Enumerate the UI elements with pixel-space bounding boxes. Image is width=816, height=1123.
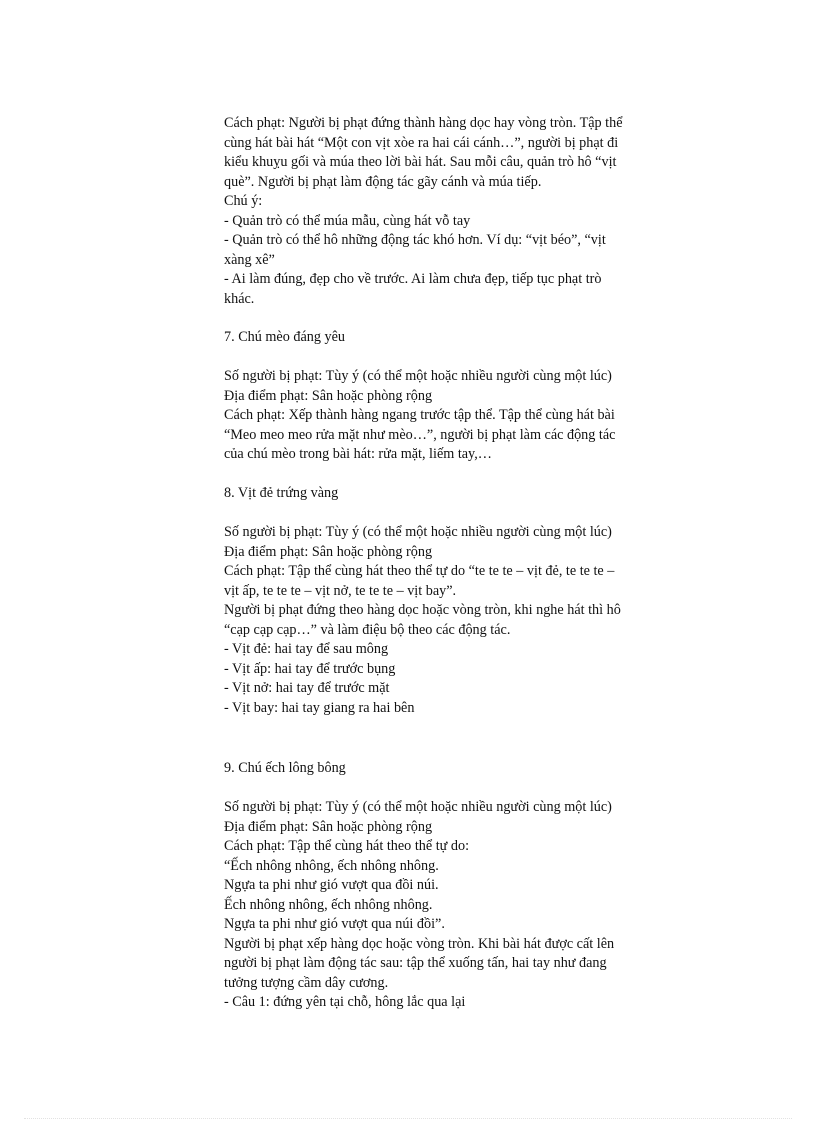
text-line: Ếch nhông nhông, ếch nhông nhông.	[224, 896, 433, 913]
text-line: Số người bị phạt: Tùy ý (có thể một hoặc nhiều người cùng một lúc)	[224, 799, 612, 815]
section-7-body	[224, 367, 684, 465]
text-line: tưởng tượng cầm dây cương.	[224, 974, 389, 991]
text-line: vịt ấp, te te te – vịt nở, te te te – vịt bay”.	[224, 582, 457, 599]
section-8-body	[224, 523, 684, 718]
text-line: - Câu 1: đứng yên tại chỗ, hông lắc qua lại	[224, 994, 466, 1010]
text-line: “Ếch nhông nhông, ếch nhông nhông.	[224, 857, 439, 874]
section-heading: 8. Vịt đẻ trứng vàng	[224, 485, 339, 501]
text-line: Cách phạt: Tập thể cùng hát theo thể tự do “te te te – vịt đẻ, te te te –	[224, 563, 615, 579]
text-line: Địa điểm phạt: Sân hoặc phòng rộng	[224, 818, 433, 835]
text-line: xàng xê”	[224, 251, 275, 268]
text-line: Số người bị phạt: Tùy ý (có thể một hoặc nhiều người cùng một lúc)	[224, 524, 612, 540]
text-line: “cạp cạp cạp…” và làm điệu bộ theo các động tác.	[224, 621, 511, 638]
text-line: - Vịt ấp: hai tay để trước bụng	[224, 660, 396, 677]
text-line: Người bị phạt đứng theo hàng dọc hoặc vòng tròn, khi nghe hát thì hô	[224, 602, 621, 618]
section-7	[224, 328, 684, 348]
text-line: Người bị phạt xếp hàng dọc hoặc vòng tròn. Khi bài hát được cất lên	[224, 935, 615, 952]
section-8	[224, 484, 684, 504]
text-line: Cách phạt: Người bị phạt đứng thành hàng dọc hay vòng tròn. Tập thể	[224, 115, 623, 131]
text-line: - Quản trò có thể hô những động tác khó hơn. Ví dụ: “vịt béo”, “vịt	[224, 232, 606, 248]
penalty-description-block	[224, 114, 684, 309]
text-line: Số người bị phạt: Tùy ý (có thể một hoặc nhiều người cùng một lúc)	[224, 368, 612, 384]
text-line: Cách phạt: Xếp thành hàng ngang trước tập thể. Tập thể cùng hát bài	[224, 407, 615, 423]
text-line: què”. Người bị phạt làm động tác gãy cánh và múa tiếp.	[224, 173, 542, 190]
page-bottom-divider	[24, 1118, 792, 1119]
text-line: Ngựa ta phi như gió vượt qua đồi núi.	[224, 877, 439, 893]
text-line: - Vịt bay: hai tay giang ra hai bên	[224, 699, 415, 716]
text-line: - Ai làm đúng, đẹp cho về trước. Ai làm chưa đẹp, tiếp tục phạt trò	[224, 271, 602, 287]
text-line: của chú mèo trong bài hát: rửa mặt, liếm tay,…	[224, 446, 492, 462]
section-heading: 9. Chú ếch lông bông	[224, 760, 346, 776]
text-line: khác.	[224, 290, 255, 307]
section-heading: 7. Chú mèo đáng yêu	[224, 329, 345, 345]
text-line: Địa điểm phạt: Sân hoặc phòng rộng	[224, 387, 433, 404]
text-line: “Meo meo meo rửa mặt như mèo…”, người bị phạt làm các động tác	[224, 426, 616, 443]
text-line: - Quản trò có thể múa mẫu, cùng hát vỗ tay	[224, 212, 471, 229]
text-line: cùng hát bài hát “Một con vịt xòe ra hai cái cánh…”, người bị phạt đi	[224, 134, 619, 151]
text-line: - Vịt đẻ: hai tay để sau mông	[224, 641, 389, 657]
text-line: Cách phạt: Tập thể cùng hát theo thể tự do:	[224, 838, 470, 854]
section-9	[224, 759, 684, 779]
text-line: - Vịt nở: hai tay để trước mặt	[224, 680, 390, 696]
text-line: Chú ý:	[224, 193, 263, 209]
section-9-body	[224, 798, 684, 1013]
text-line: Địa điểm phạt: Sân hoặc phòng rộng	[224, 543, 433, 560]
text-line: kiểu khuỵu gối và múa theo lời bài hát. Sau mỗi câu, quản trò hô “vịt	[224, 154, 617, 170]
text-line: người bị phạt làm động tác sau: tập thể xuống tấn, hai tay như đang	[224, 955, 607, 971]
text-line: Ngựa ta phi như gió vượt qua núi đồi”.	[224, 916, 445, 932]
